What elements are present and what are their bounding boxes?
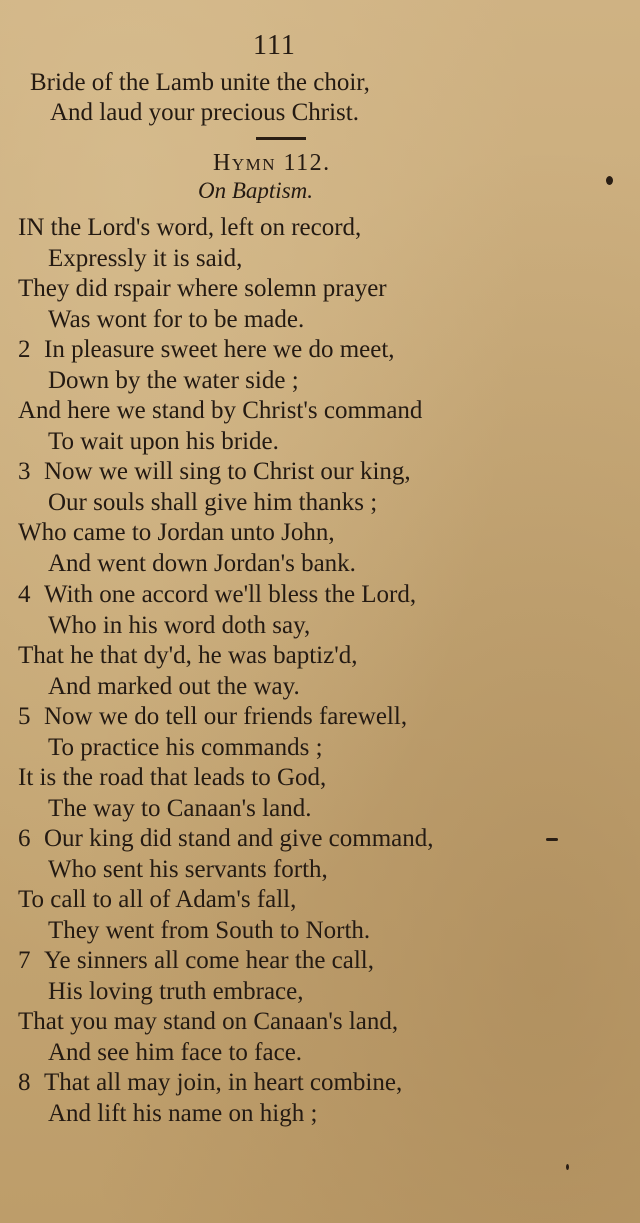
verse-3-line-1 bbox=[18, 457, 411, 487]
verse-text: That all may join, in heart combine, bbox=[44, 1069, 403, 1096]
verse-5-line-3: It is the road that leads to God, bbox=[18, 764, 327, 791]
hymn-title: Hymn 112. bbox=[213, 150, 331, 176]
verse-7-line-4: And see him face to face. bbox=[48, 1038, 303, 1066]
verse-1-line-1: IN the Lord's word, left on record, bbox=[18, 214, 362, 241]
verse-8-line-1 bbox=[18, 1068, 402, 1098]
verse-number: 4 bbox=[18, 581, 31, 608]
verse-text: Our king did stand and give command, bbox=[44, 825, 434, 852]
carryover-line-1: Bride of the Lamb unite the choir, bbox=[30, 69, 370, 96]
hymn-subtitle: On Baptism. bbox=[198, 178, 313, 203]
verse-5-line-2: To practice his commands ; bbox=[48, 733, 323, 761]
verse-6-line-4: They went from South to North. bbox=[48, 916, 371, 944]
page-number: 111 bbox=[253, 30, 296, 61]
verse-2-line-3: And here we stand by Christ's command bbox=[18, 397, 423, 424]
verse-number: 8 bbox=[18, 1069, 31, 1096]
verse-1-line-4: Was wont for to be made. bbox=[48, 305, 305, 333]
verse-4-line-1 bbox=[18, 580, 416, 610]
verse-2-line-2: Down by the water side ; bbox=[48, 366, 299, 394]
verse-5-line-4: The way to Canaan's land. bbox=[48, 794, 312, 822]
verse-text: With one accord we'll bless the Lord, bbox=[44, 581, 417, 608]
verse-1-line-3: They did rspair where solemn prayer bbox=[18, 275, 387, 302]
verse-4-line-2: Who in his word doth say, bbox=[48, 611, 311, 639]
ink-speck bbox=[546, 838, 558, 841]
verse-7-line-1 bbox=[18, 946, 374, 976]
section-divider bbox=[256, 137, 306, 140]
verse-6-line-2: Who sent his servants forth, bbox=[48, 855, 328, 883]
verse-2-line-1 bbox=[18, 335, 395, 365]
verse-6-line-3: To call to all of Adam's fall, bbox=[18, 886, 297, 913]
verse-number: 7 bbox=[18, 947, 31, 974]
verse-text: In pleasure sweet here we do meet, bbox=[44, 336, 395, 363]
verse-3-line-3: Who came to Jordan unto John, bbox=[18, 519, 335, 546]
verse-3-line-4: And went down Jordan's bank. bbox=[48, 549, 356, 577]
verse-4-line-3: That he that dy'd, he was baptiz'd, bbox=[18, 642, 358, 669]
ink-speck bbox=[606, 176, 613, 185]
verse-7-line-2: His loving truth embrace, bbox=[48, 977, 304, 1005]
verse-3-line-2: Our souls shall give him thanks ; bbox=[48, 488, 378, 516]
verse-text: Ye sinners all come hear the call, bbox=[44, 947, 374, 974]
verse-number: 6 bbox=[18, 825, 31, 852]
verse-2-line-4: To wait upon his bride. bbox=[48, 427, 279, 455]
verse-6-line-1 bbox=[18, 824, 434, 854]
verse-text: Now we do tell our friends farewell, bbox=[44, 703, 408, 730]
verse-5-line-1 bbox=[18, 702, 407, 732]
verse-8-line-2: And lift his name on high ; bbox=[48, 1099, 318, 1127]
verse-text: Now we will sing to Christ our king, bbox=[44, 458, 411, 485]
verse-number: 3 bbox=[18, 458, 31, 485]
ink-speck bbox=[566, 1164, 569, 1170]
carryover-line-2: And laud your precious Christ. bbox=[50, 99, 359, 126]
verse-number: 2 bbox=[18, 336, 31, 363]
verse-4-line-4: And marked out the way. bbox=[48, 672, 300, 700]
verse-1-line-2: Expressly it is said, bbox=[48, 244, 243, 272]
verse-number: 5 bbox=[18, 703, 31, 730]
verse-7-line-3: That you may stand on Canaan's land, bbox=[18, 1008, 399, 1035]
